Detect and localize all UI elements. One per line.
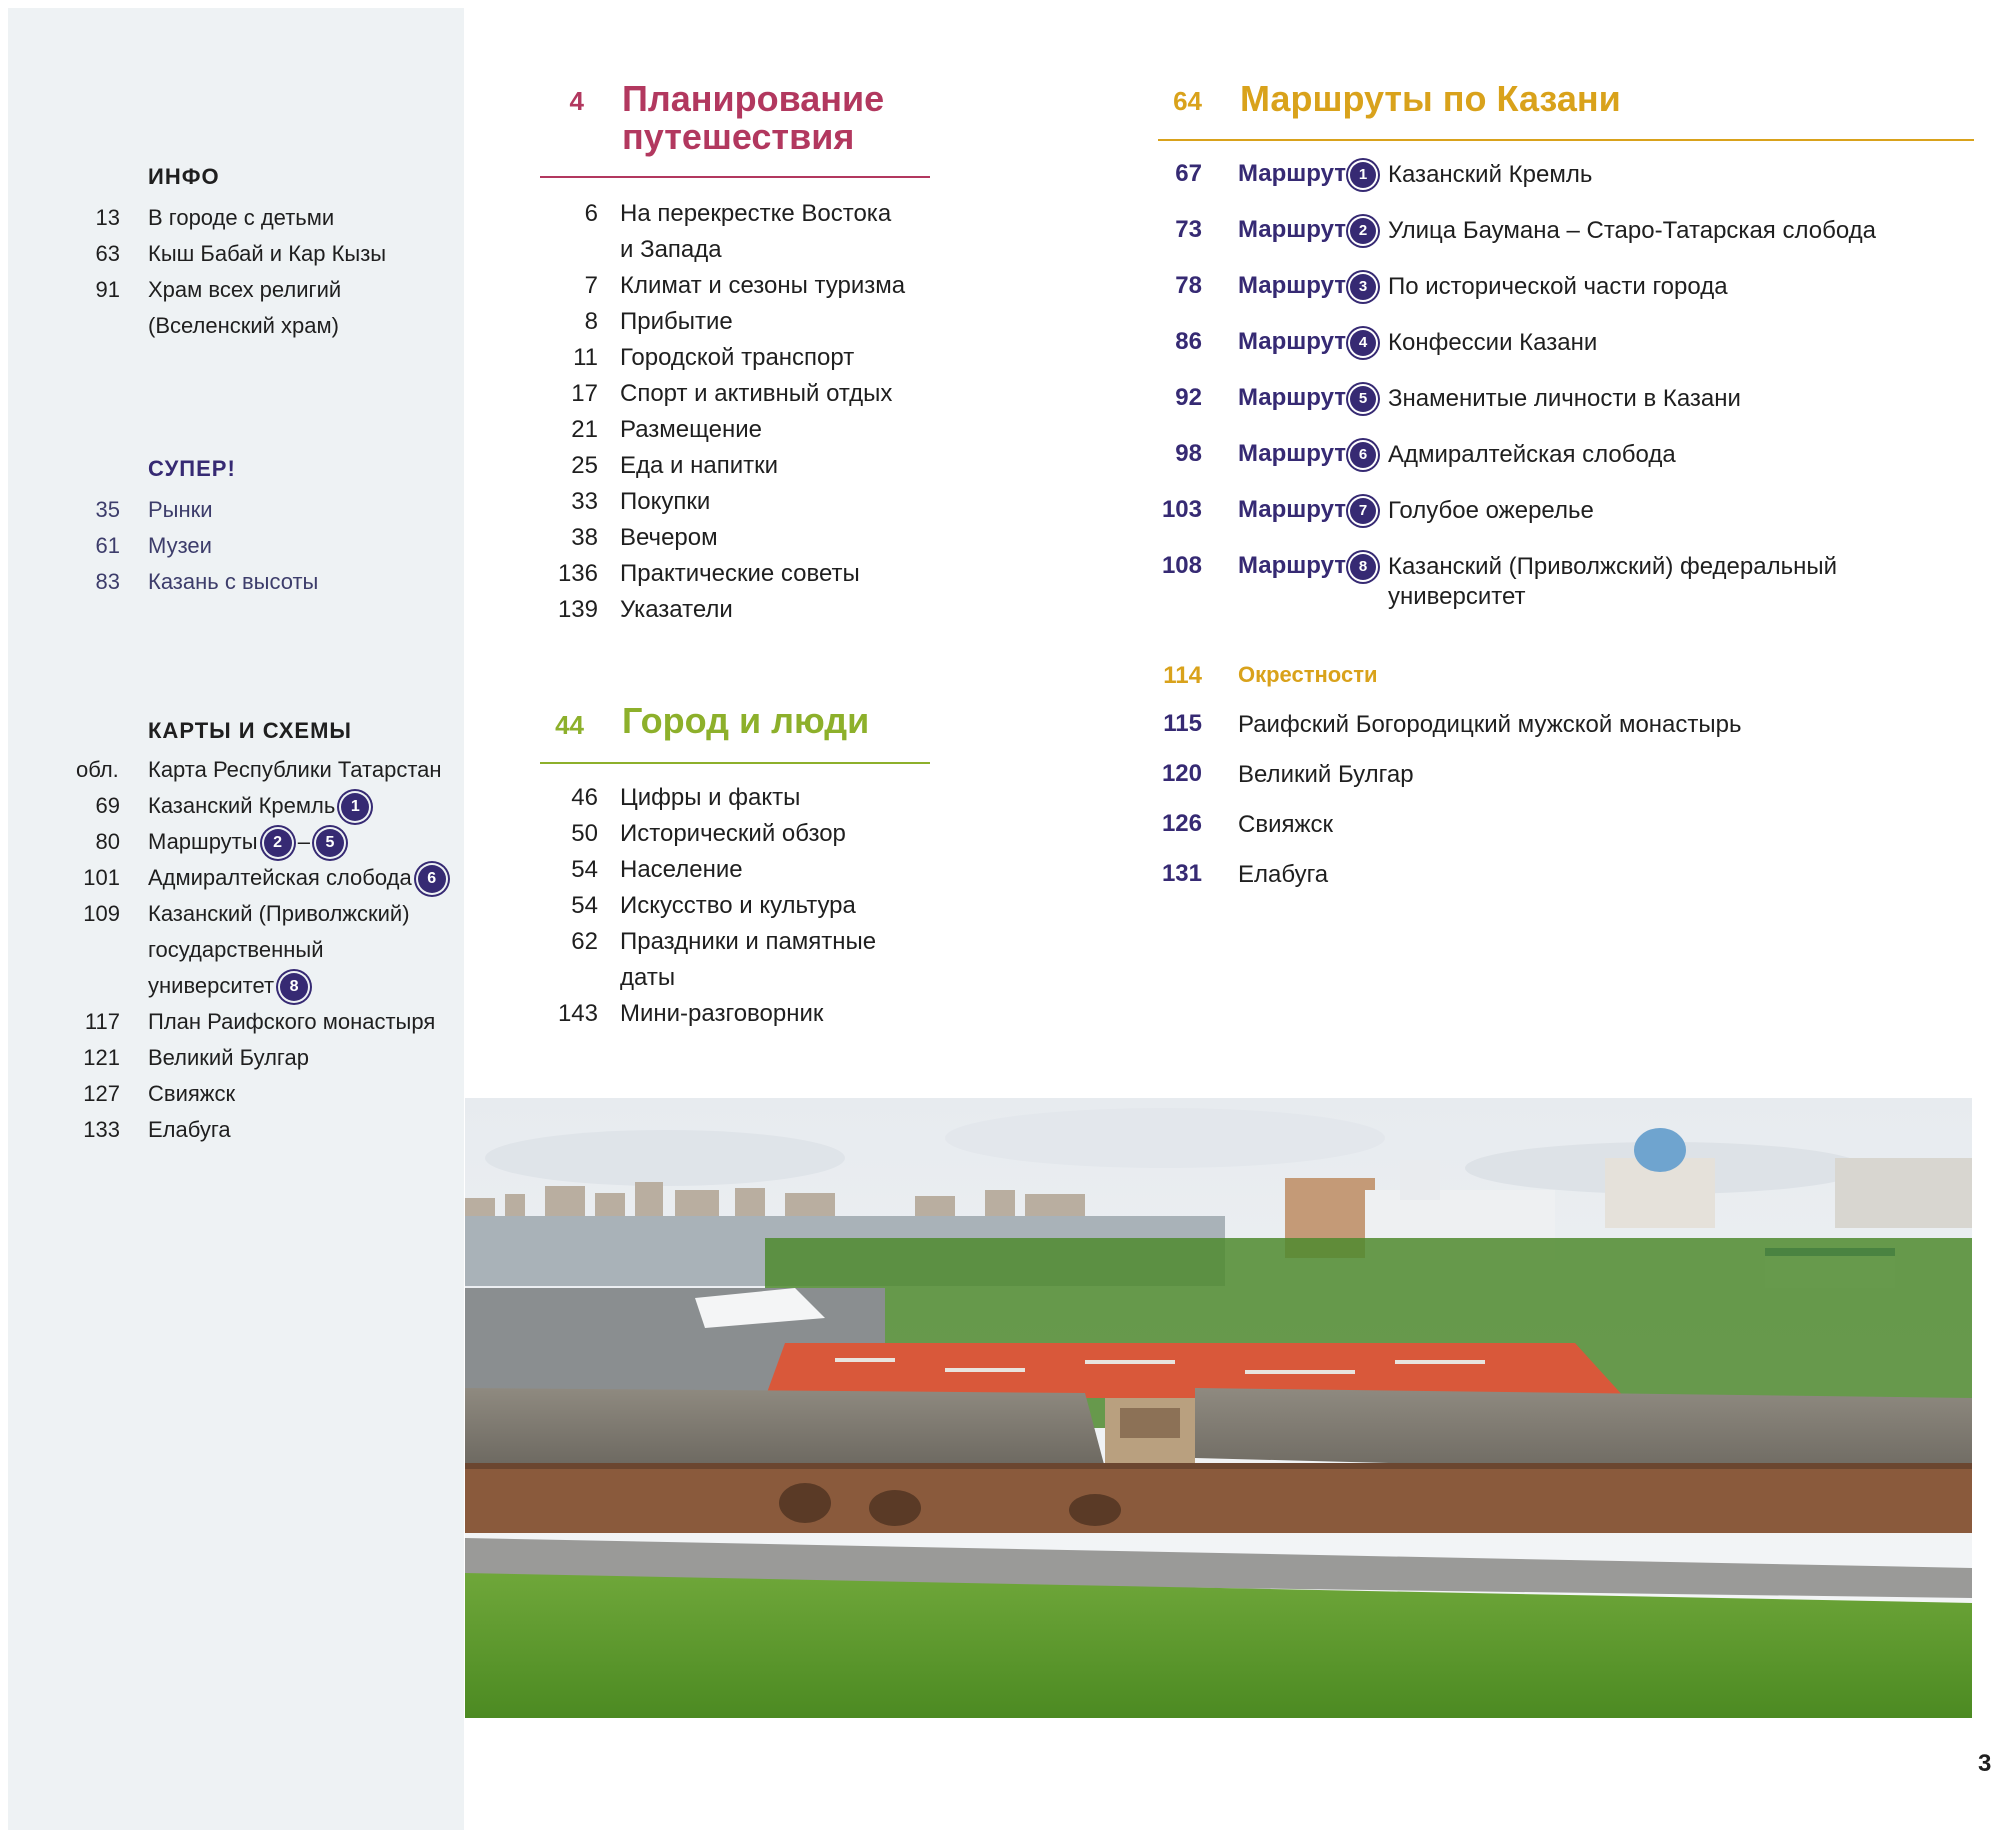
route-badge: 1 <box>341 793 369 821</box>
maps-heading: КАРТЫ И СХЕМЫ <box>148 718 352 743</box>
route-badge: 8 <box>1350 554 1376 580</box>
city-divider <box>540 762 930 764</box>
route-badge: 6 <box>418 865 446 893</box>
route-badge: 8 <box>280 973 308 1001</box>
route-badge: 2 <box>264 829 292 857</box>
route-badge: 3 <box>1350 274 1376 300</box>
route-badge: 5 <box>1350 386 1376 412</box>
route-badge: 5 <box>316 829 344 857</box>
route-badge: 7 <box>1350 498 1376 524</box>
route-badge: 4 <box>1350 330 1376 356</box>
route-badge: 2 <box>1350 218 1376 244</box>
routes-page-number: 64 <box>1173 86 1202 116</box>
route-badge: 1 <box>1350 162 1376 188</box>
kremlin-panorama-photo <box>465 1098 1972 1718</box>
route-badge: 6 <box>1350 442 1376 468</box>
planning-title[interactable]: Планирование путешествия <box>622 78 885 157</box>
city-title[interactable]: Город и люди <box>622 700 870 741</box>
routes-title[interactable]: Маршруты по Казани <box>1240 78 1621 119</box>
city-page-number: 44 <box>555 710 584 740</box>
routes-divider <box>1158 139 1974 141</box>
super-heading: СУПЕР! <box>148 456 236 481</box>
page-number: 3 <box>1978 1750 1992 1777</box>
planning-page-number: 4 <box>569 86 584 116</box>
info-heading: ИНФО <box>148 164 220 189</box>
sidebar: ИНФО 13 В городе с детьми 63 Кыш Бабай и Кар Кызы 91 Храм всех религий (Вселенский храм) СУПЕР! 35 Рынки 61 Музеи 83 Казань с высоты КАРТЫ И СХЕМЫ обл. Карта Республики Татарстан 69 Казанский Кремль 1 80 Маршруты 2 – 5 101 Адмиралтейская слобода 6 109 Казанский (Приволжский) государственный университет 8 117 План Раифского монастыря 121 Великий Булгар 127 Свияжск 133 Елабуга <box>8 8 464 1830</box>
planning-divider <box>540 176 930 178</box>
